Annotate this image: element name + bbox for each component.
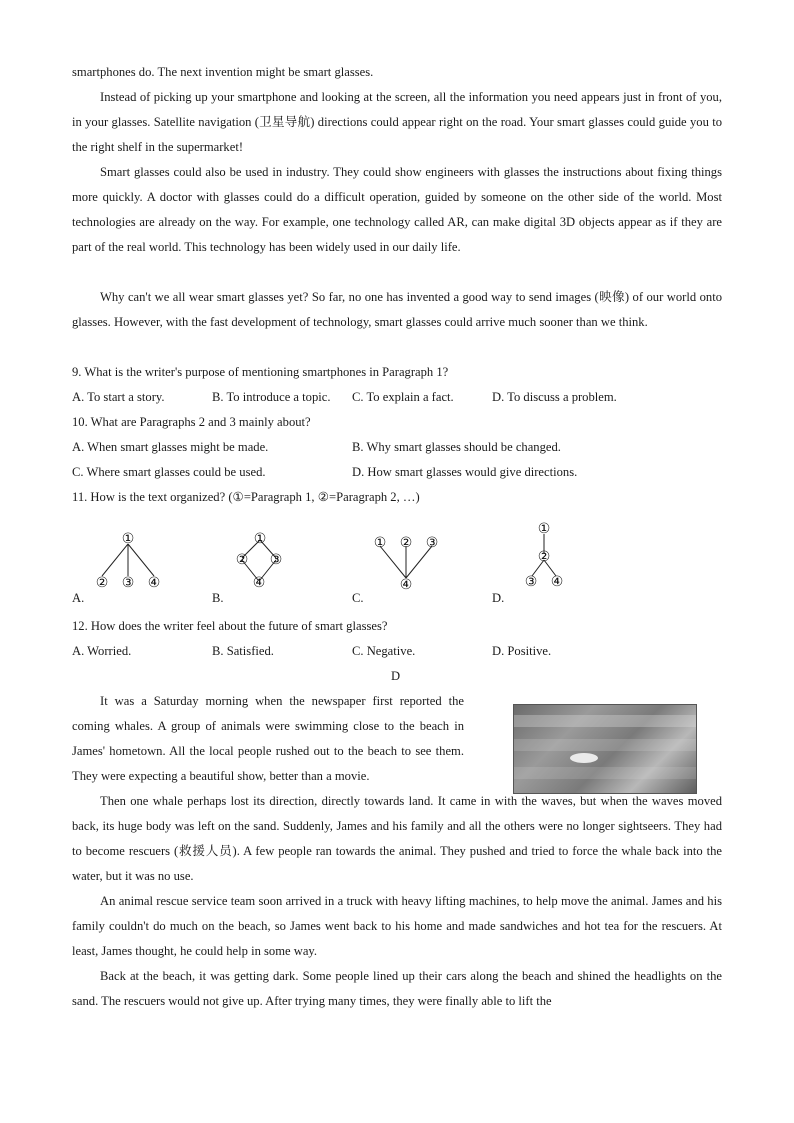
node-1: ① — [121, 531, 135, 547]
q9-option-d[interactable]: D. To discuss a problem. — [492, 390, 617, 404]
q11-option-d-label[interactable]: D. — [492, 591, 505, 605]
node-2: ② — [537, 549, 551, 565]
q12-option-c[interactable]: C. Negative. — [352, 644, 416, 658]
node-1: ① — [253, 531, 267, 547]
q11-diagram-d[interactable] — [508, 520, 568, 592]
node-3: ③ — [121, 575, 135, 591]
whale-shape — [570, 753, 598, 763]
q10-option-c[interactable]: C. Where smart glasses could be used. — [72, 465, 266, 479]
intro-line: smartphones do. The next invention might be smart glasses. — [72, 65, 374, 79]
node-2: ② — [399, 535, 413, 551]
question-9-stem: 9. What is the writer's purpose of mentioning smartphones in Paragraph 1? — [72, 365, 449, 379]
node-1: ① — [373, 535, 387, 551]
q11-option-a-label[interactable]: A. — [72, 591, 85, 605]
q11-option-c-label[interactable]: C. — [352, 591, 364, 605]
paragraph: Then one whale perhaps lost its direction, directly towards land. It came in with the waves, but when the waves moved back, its huge body was left on the sand. Suddenly, James and his family and all the others were no longer sightseers. They had to become rescuers (救援人员). A few people ran towards the animal. They pushed and tried to force the whale back into the water, but it was no use. — [72, 794, 722, 883]
node-3: ③ — [524, 574, 538, 590]
node-4: ④ — [399, 577, 413, 592]
paragraph: Instead of picking up your smartphone and looking at the screen, all the information you need appears just in front of you, in your glasses. Satellite navigation (卫星导航) directions could appear right on the road. Your smart glasses could guide you to the right shelf in the supermarket! — [72, 90, 722, 154]
node-2: ② — [95, 575, 109, 591]
paragraph: It was a Saturday morning when the newspaper first reported the coming whales. A group of animals were swimming close to the beach in James' hometown. All the local people rushed out to the beach to see them. They were expecting a beautiful show, better than a movie. — [72, 694, 464, 783]
question-11-stem: 11. How is the text organized? (①=Paragraph 1, ②=Paragraph 2, …) — [72, 490, 420, 504]
q11-diagram-b[interactable] — [228, 530, 298, 592]
paragraph: An animal rescue service team soon arrived in a truck with heavy lifting machines, to help move the animal. James and his family couldn't do much on the beach, so James went back to his home and made sandwiches and hot tea for the rescuers. At least, James thought, he could help in some way. — [72, 894, 722, 958]
q12-option-d[interactable]: D. Positive. — [492, 644, 552, 658]
whale-beach-photo — [513, 704, 697, 794]
q11-diagram-a[interactable] — [86, 530, 166, 592]
paragraph: Back at the beach, it was getting dark. Some people lined up their cars along the beach and shined the headlights on the sand. The rescuers would not give up. After trying many times, they were finally able to lift the — [72, 969, 722, 1008]
q9-option-a[interactable]: A. To start a story. — [72, 390, 165, 404]
question-10-stem: 10. What are Paragraphs 2 and 3 mainly about? — [72, 415, 311, 429]
paragraph: Why can't we all wear smart glasses yet? So far, no one has invented a good way to send images (映像) of our world onto glasses. However, with the fast development of technology, smart glasses could arrive much sooner than we think. — [72, 290, 722, 329]
q9-option-c[interactable]: C. To explain a fact. — [352, 390, 454, 404]
q10-option-a[interactable]: A. When smart glasses might be made. — [72, 440, 269, 454]
q12-option-a[interactable]: A. Worried. — [72, 644, 132, 658]
paragraph: Smart glasses could also be used in industry. They could show engineers with glasses the instructions about fixing things more quickly. A doctor with glasses could do a difficult operation, guided by someone on the other side of the world. Most technologies are already on the way. For example, one technology called AR, can make digital 3D objects appear as if they are part of the real world. This technology has been widely used in our daily life. — [72, 165, 722, 254]
node-3: ③ — [425, 535, 439, 551]
question-12-stem: 12. How does the writer feel about the future of smart glasses? — [72, 619, 388, 633]
node-4: ④ — [550, 574, 564, 590]
q11-diagram-c[interactable] — [368, 530, 448, 592]
node-4: ④ — [252, 575, 266, 591]
node-4: ④ — [147, 575, 161, 591]
node-2: ② — [235, 552, 249, 568]
node-3: ③ — [269, 552, 283, 568]
node-1: ① — [537, 521, 551, 537]
q12-option-b[interactable]: B. Satisfied. — [212, 644, 274, 658]
q9-option-b[interactable]: B. To introduce a topic. — [212, 390, 331, 404]
section-letter: D — [391, 669, 401, 683]
q11-option-b-label[interactable]: B. — [212, 591, 224, 605]
q10-option-b[interactable]: B. Why smart glasses should be changed. — [352, 440, 561, 454]
q10-option-d[interactable]: D. How smart glasses would give directions. — [352, 465, 578, 479]
